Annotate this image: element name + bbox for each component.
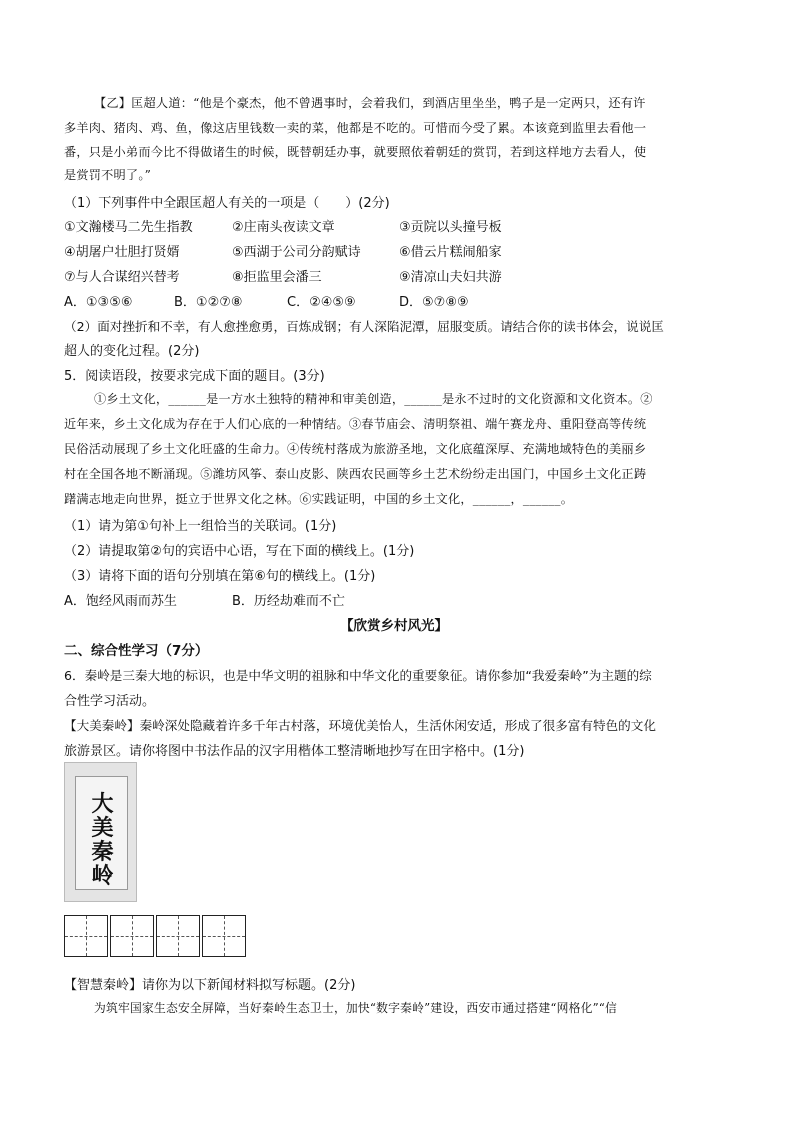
calligraphy-char-2: 美: [91, 815, 114, 841]
choice-c: C．②④⑤⑨: [287, 295, 356, 310]
tianzige-cell-2[interactable]: [110, 915, 154, 957]
q5-paragraph-line-3: 民俗活动展现了乡土文化旺盛的生命力。④传统村落成为旅游圣地，文化底蕴深厚、充满地域特色的美丽乡: [64, 442, 647, 456]
zhihui-line-1: 【智慧秦岭】请你为以下新闻材料拟写标题。(2分): [64, 978, 356, 993]
tianzige-cell-1[interactable]: [64, 915, 108, 957]
calligraphy-char-4: 岭: [91, 863, 114, 889]
event-9: ⑨清凉山夫妇共游: [399, 270, 502, 285]
calligraphy-scroll: [75, 776, 128, 890]
section-title: 【欣赏乡村风光】: [340, 618, 448, 634]
q5-option-a: A．饱经风雨而苏生: [64, 594, 177, 609]
event-2: ②庄南头夜读文章: [232, 220, 335, 235]
event-5: ⑤西湖于公司分韵赋诗: [232, 245, 361, 260]
event-8: ⑧拒监里会潘三: [232, 270, 322, 285]
tianzige-cell-4[interactable]: [202, 915, 246, 957]
calligraphy-char-3: 秦: [91, 839, 114, 865]
yi-passage-line-2: 多羊肉、猪肉、鸡、鱼，像这店里钱数一卖的菜，他都是不吃的。可惜而今受了累。本该竟到监里去看他一: [64, 121, 647, 135]
question-6-line-1: 6．秦岭是三秦大地的标识，也是中华文明的祖脉和中华文化的重要象征。请你参加“我爱秦岭”为主题的综: [64, 668, 652, 683]
q5-sub-1: （1）请为第①句补上一组恰当的关联词。(1分): [64, 519, 337, 534]
q5-option-b: B．历经劫难而不亡: [232, 594, 345, 609]
question-2-line-1: （2）面对挫折和不幸，有人愈挫愈勇，百炼成钢；有人深陷泥潭，屈服变质。请结合你的读书体会，说说匡: [64, 319, 664, 334]
event-1: ①文瀚楼马二先生指教: [64, 220, 193, 235]
daimei-line-2: 旅游景区。请你将图中书法作品的汉字用楷体工整清晰地抄写在田字格中。(1分): [64, 744, 525, 759]
q5-sub-3: （3）请将下面的语句分别填在第⑥句的横线上。(1分): [64, 569, 376, 584]
event-6: ⑥借云片糕闹船家: [399, 245, 502, 260]
calligraphy-image: [64, 762, 137, 902]
event-4: ④胡屠户壮胆打贤婿: [64, 245, 180, 260]
q5-paragraph-line-5: 躇满志地走向世界，挺立于世界文化之林。⑥实践证明，中国的乡土文化，______，______。: [64, 492, 574, 506]
news-line-1: 为筑牢国家生态安全屏障，当好秦岭生态卫士，加快“数字秦岭”建设，西安市通过搭建“网格化”“信: [94, 1001, 618, 1015]
q5-sub-2: （2）请提取第②句的宾语中心语，写在下面的横线上。(1分): [64, 544, 415, 559]
daimei-line-1: 【大美秦岭】秦岭深处隐藏着许多千年古村落，环境优美怡人，生活休闲安适，形成了很多富有特色的文化: [64, 718, 656, 733]
question-2-line-2: 超人的变化过程。(2分): [64, 344, 200, 359]
question-5-stem: 5．阅读语段，按要求完成下面的题目。(3分): [64, 369, 325, 384]
choice-d: D．⑤⑦⑧⑨: [399, 295, 469, 310]
choice-a: A．①③⑤⑥: [64, 295, 133, 310]
yi-passage-line-1: 【乙】匡超人道：“他是个豪杰，他不曾遇事时，会着我们，到酒店里坐坐，鸭子是一定两只，还有许: [94, 96, 646, 110]
calligraphy-char-1: 大: [91, 791, 114, 817]
q5-paragraph-line-1: ①乡土文化，______是一方水土独特的精神和审美创造，______是永不过时的文化资源和文化资本。②: [94, 392, 653, 406]
yi-passage-line-4: 是赏罚不明了。”: [64, 168, 152, 182]
question-6-line-2: 合性学习活动。: [64, 694, 156, 709]
event-3: ③贡院以头撞号板: [399, 220, 502, 235]
question-1-stem: （1）下列事件中全跟匡超人有关的一项是（ ）(2分): [64, 196, 390, 211]
q5-paragraph-line-2: 近年来，乡土文化成为存在于人们心底的一种情结。③春节庙会、清明祭祖、端午赛龙舟、重阳登高等传统: [64, 417, 647, 431]
yi-passage-line-3: 番，只是小弟而今比不得做诸生的时候，既替朝廷办事，就要照依着朝廷的赏罚，若到这样地方去看人，使: [64, 145, 647, 159]
part-2-heading: 二、综合性学习（7分）: [64, 643, 209, 659]
tianzige-cell-3[interactable]: [156, 915, 200, 957]
event-7: ⑦与人合谋绍兴替考: [64, 270, 180, 285]
choice-b: B．①②⑦⑧: [174, 295, 243, 310]
q5-paragraph-line-4: 村在全国各地不断涌现。⑤潍坊风筝、泰山皮影、陕西农民画等乡土艺术纷纷走出国门，中国乡土文化正踌: [64, 467, 647, 481]
